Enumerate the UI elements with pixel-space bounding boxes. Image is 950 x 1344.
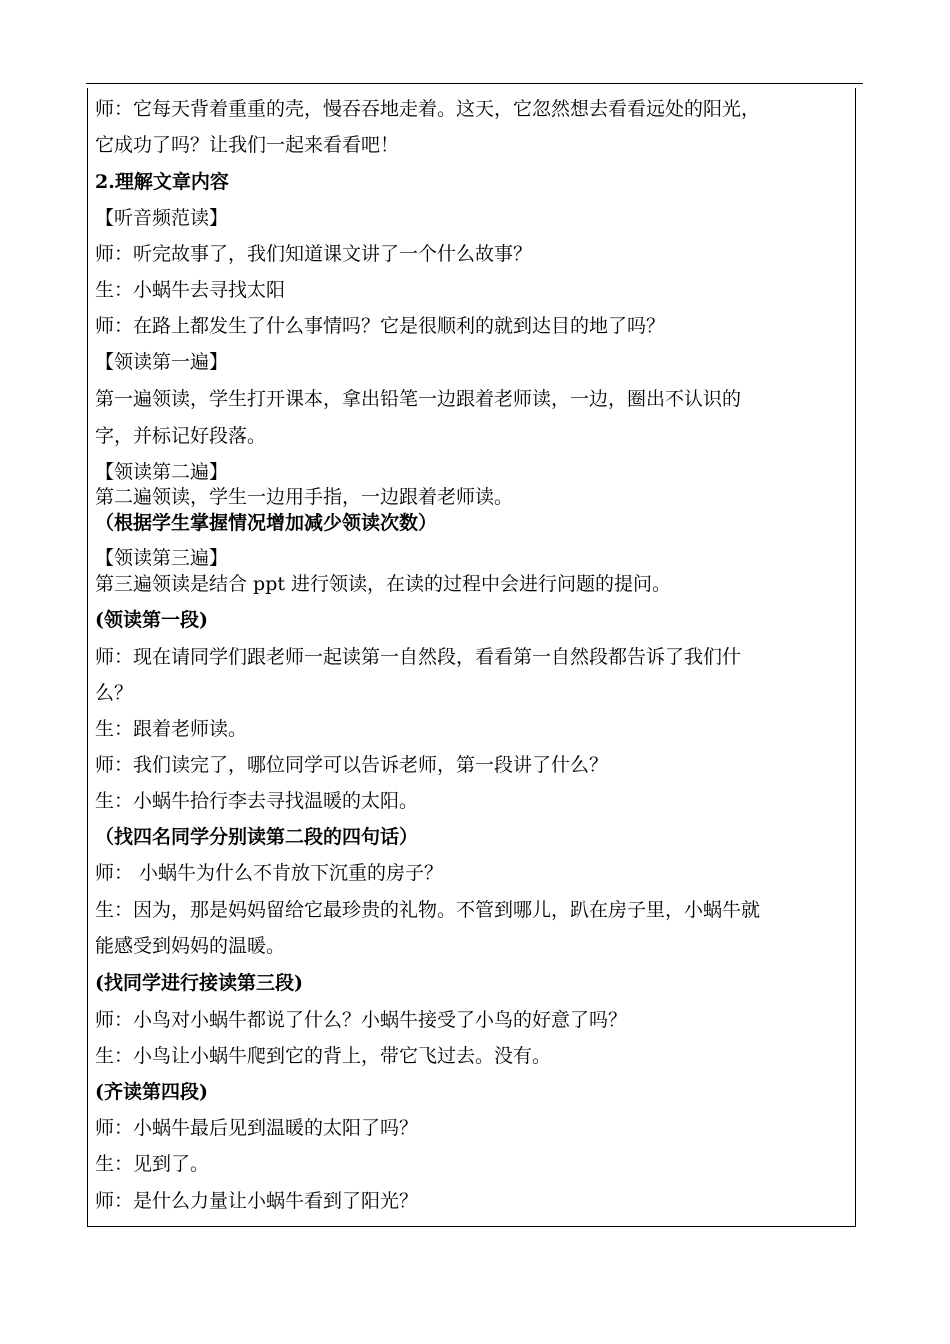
teaching-note: （找四名同学分别读第二段的四句话）: [95, 826, 419, 848]
section-heading: 2.理解文章内容: [95, 171, 229, 193]
text-line: 字，并标记好段落。: [95, 425, 267, 447]
teaching-note: (齐读第四段): [95, 1081, 208, 1103]
text-line: 生：小蜗牛去寻找太阳: [95, 279, 286, 301]
text-line: 【领读第一遍】: [95, 351, 229, 373]
text-line: 生：小鸟让小蜗牛爬到它的背上，带它飞过去。没有。: [95, 1045, 552, 1067]
text-line: 师：我们读完了，哪位同学可以告诉老师，第一段讲了什么？: [95, 754, 609, 776]
text-line: 能感受到妈妈的温暖。: [95, 935, 286, 957]
text-line: 第三遍领读是结合 ppt 进行领读，在读的过程中会进行问题的提问。: [95, 573, 672, 595]
text-line: 师：是什么力量让小蜗牛看到了阳光？: [95, 1190, 419, 1212]
teaching-note: (找同学进行接读第三段): [95, 972, 303, 994]
text-line: 它成功了吗？让我们一起来看看吧！: [95, 134, 400, 156]
text-line: 第一遍领读，学生打开课本，拿出铅笔一边跟着老师读，一边，圈出不认识的: [95, 388, 742, 410]
text-line: 师：现在请同学们跟老师一起读第一自然段，看看第一自然段都告诉了我们什: [95, 646, 742, 668]
header-rule: [86, 83, 863, 84]
text-line: 【听音频范读】: [95, 207, 229, 229]
text-line: 师： 小蜗牛为什么不肯放下沉重的房子？: [95, 862, 444, 884]
text-line: 师：小蜗牛最后见到温暖的太阳了吗？: [95, 1117, 419, 1139]
text-line: 师：小鸟对小蜗牛都说了什么？小蜗牛接受了小鸟的好意了吗？: [95, 1009, 628, 1031]
text-line: 【领读第二遍】: [95, 461, 229, 483]
text-line: 【领读第三遍】: [95, 547, 229, 569]
text-line: 师：在路上都发生了什么事情吗？它是很顺利的就到达目的地了吗？: [95, 315, 666, 337]
text-line: 生：因为，那是妈妈留给它最珍贵的礼物。不管到哪儿，趴在房子里，小蜗牛就: [95, 899, 761, 921]
text-line: 第二遍领读，学生一边用手指，一边跟着老师读。: [95, 486, 514, 508]
text-line: 师：听完故事了，我们知道课文讲了一个什么故事？: [95, 243, 533, 265]
text-line: 生：跟着老师读。: [95, 718, 248, 740]
text-line: 生：小蜗牛拾行李去寻找温暖的太阳。: [95, 790, 419, 812]
text-line: 么？: [95, 682, 134, 704]
text-line: 师：它每天背着重重的壳，慢吞吞地走着。这天，它忽然想去看看远处的阳光，: [95, 98, 761, 120]
teaching-note: (领读第一段): [95, 609, 208, 631]
text-line: 生：见到了。: [95, 1153, 210, 1175]
teaching-note: （根据学生掌握情况增加减少领读次数）: [95, 512, 438, 534]
